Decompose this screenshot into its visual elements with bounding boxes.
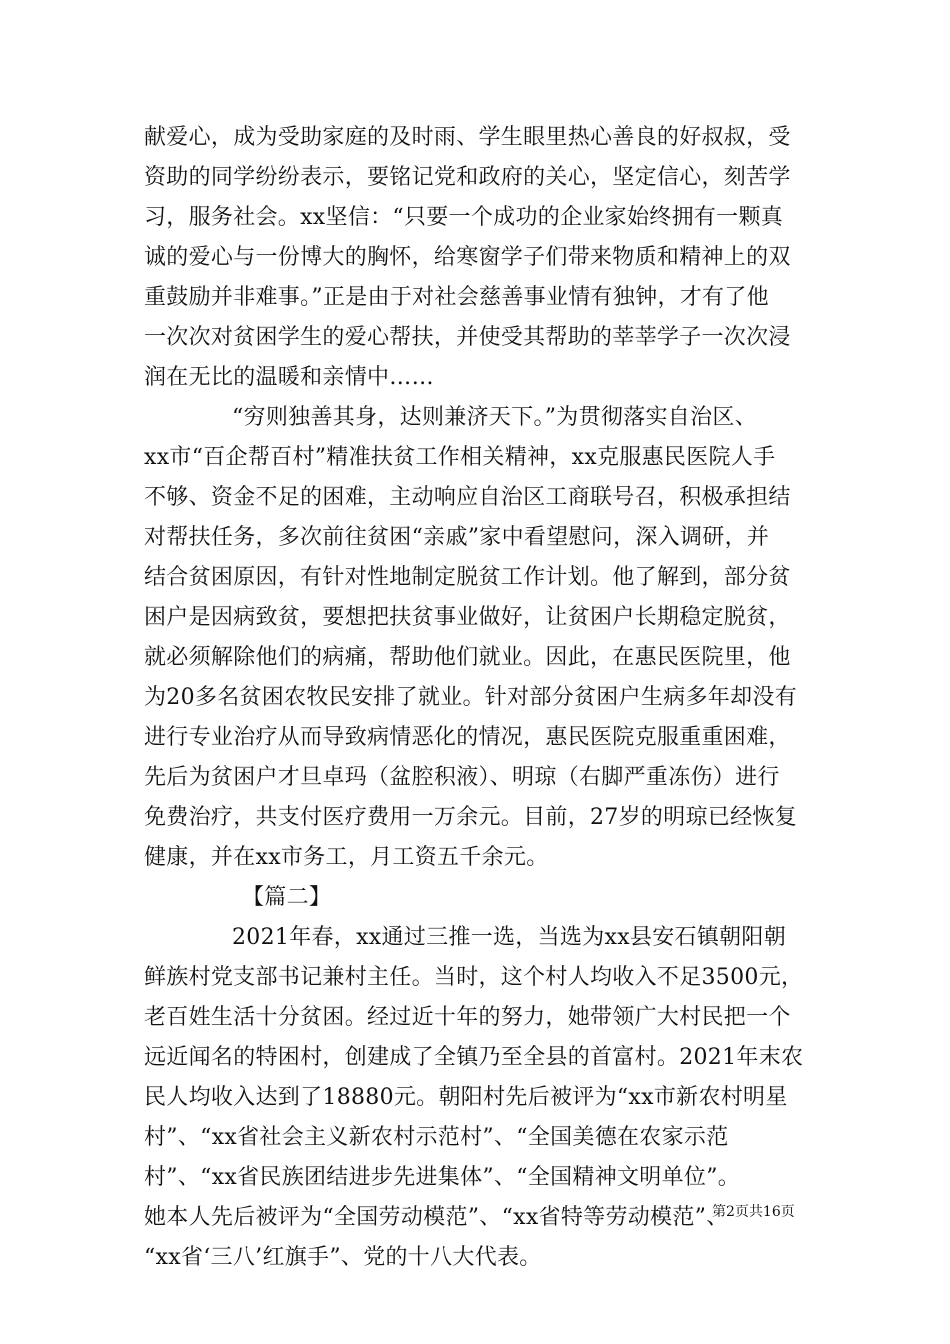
paragraph-line: xx市“百企帮百村”精准扶贫工作相关精神，xx克服惠民医院人手 (144, 445, 776, 470)
page-number: 第2页共16页 (712, 1204, 795, 1220)
paragraph-line: 重鼓励并非难事。”正是由于对社会慈善事业情有独钟，才有了他 (144, 285, 769, 310)
paragraph-line: 健康，并在xx市务工，月工资五千余元。 (144, 845, 549, 870)
paragraph-line: 习，服务社会。xx坚信：“只要一个成功的企业家始终拥有一颗真 (144, 205, 784, 230)
paragraph-line: 远近闻名的特困村，创建成了全镇乃至全县的首富村。2021年末农 (144, 1045, 804, 1070)
paragraph-line: 润在无比的温暖和亲情中…… (144, 365, 434, 390)
paragraph-line: 资助的同学纷纷表示，要铭记党和政府的关心，坚定信心，刻苦学 (144, 165, 791, 190)
paragraph-line: 老百姓生活十分贫困。经过近十年的努力，她带领广大村民把一个 (144, 1005, 791, 1030)
paragraph-line: 不够、资金不足的困难，主动响应自治区工商联号召，积极承担结 (144, 485, 791, 510)
paragraph-line: “穷则独善其身，达则兼济天下。”为贯彻落实自治区、 (232, 405, 757, 430)
section-heading: 【篇二】 (242, 885, 332, 910)
paragraph-line: 困户是因病致贫，要想把扶贫事业做好，让贫困户长期稳定脱贫， (144, 605, 791, 630)
paragraph-line: 为20多名贫困农牧民安排了就业。针对部分贫困户生病多年却没有 (144, 685, 797, 710)
paragraph-line: 免费治疗，共支付医疗费用一万余元。目前，27岁的明琼已经恢复 (144, 805, 797, 830)
paragraph-line: 一次次对贫困学生的爱心帮扶，并使受其帮助的莘莘学子一次次浸 (144, 325, 791, 350)
paragraph-line: 她本人先后被评为“全国劳动模范”、“xx省特等劳动模范”、 (144, 1205, 729, 1230)
paragraph-line: 进行专业治疗从而导致病情恶化的情况，惠民医院克服重重困难， (144, 725, 791, 750)
paragraph-line: 献爱心，成为受助家庭的及时雨、学生眼里热心善良的好叔叔，受 (144, 125, 791, 150)
paragraph-line: 对帮扶任务，多次前往贫困“亲戚”家中看望慰问，深入调研，并 (144, 525, 770, 550)
paragraph-line: 先后为贫困户才旦卓玛（盆腔积液）、明琼（右脚严重冻伤）进行 (144, 765, 780, 790)
paragraph-line: “xx省‘三八’红旗手”、党的十八大代表。 (144, 1245, 542, 1270)
paragraph-line: 就必须解除他们的病痛，帮助他们就业。因此，在惠民医院里，他 (144, 645, 791, 670)
paragraph-line: 结合贫困原因，有针对性地制定脱贫工作计划。他了解到，部分贫 (144, 565, 791, 590)
paragraph-line: 民人均收入达到了18880元。朝阳村先后被评为“xx市新农村明星 (144, 1085, 788, 1110)
paragraph-line: 2021年春，xx通过三推一选，当选为xx县安石镇朝阳朝 (232, 925, 787, 950)
paragraph-line: 村”、“xx省民族团结进步先进集体”、“全国精神文明单位”。 (144, 1165, 741, 1190)
paragraph-line: 诚的爱心与一份博大的胸怀，给寒窗学子们带来物质和精神上的双 (144, 245, 791, 270)
paragraph-line: 村”、“xx省社会主义新农村示范村”、“全国美德在农家示范 (144, 1125, 729, 1150)
paragraph-line: 鲜族村党支部书记兼村主任。当时，这个村人均收入不足3500元， (144, 965, 804, 990)
